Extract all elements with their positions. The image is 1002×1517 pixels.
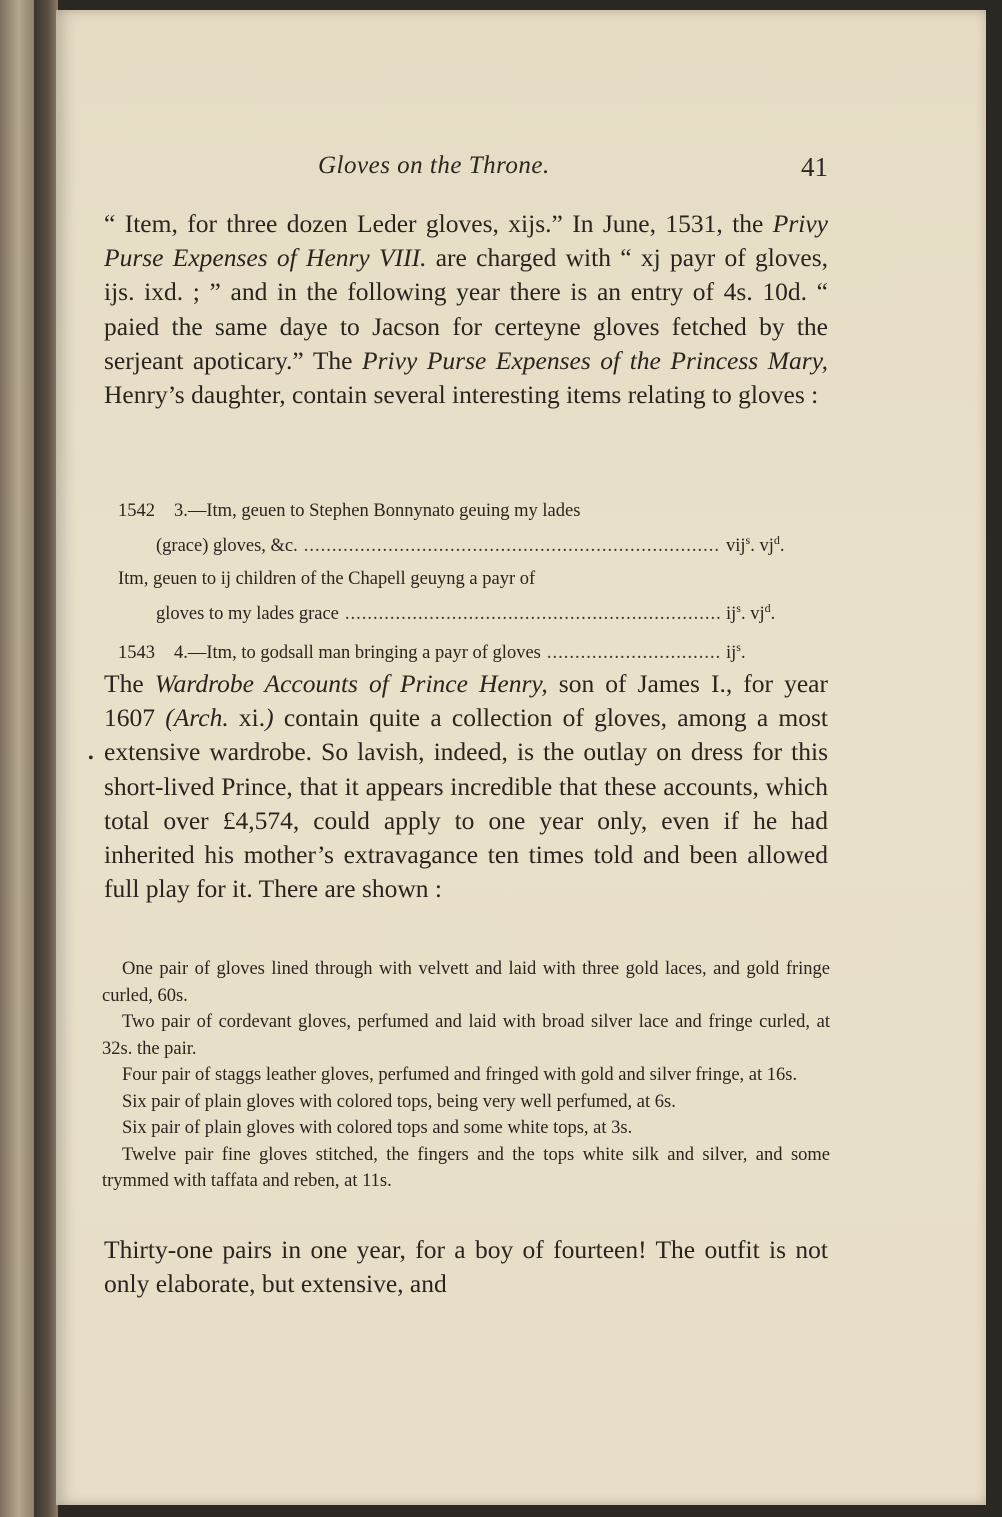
paragraph-1-title-mary: Privy Purse Expenses of the Princess Mary, (362, 345, 828, 375)
gloves-list-item: One pair of gloves lined through with velvett and laid with three gold laces, and gold fringe curled, 60s. (102, 959, 830, 1006)
ledger-text: 3.—Itm, geuen to Stephen Bonnynato geuing my lades (174, 501, 581, 521)
ledger-entry (118, 633, 818, 668)
amount-part: . (740, 643, 746, 663)
paragraph-2-citation-close: ) (265, 703, 274, 733)
paragraph-2 (104, 667, 828, 906)
amount-superscript: d (773, 533, 780, 547)
ledger-amount (726, 633, 818, 668)
paragraph-1-text-a: “ Item, for three dozen Leder gloves, xijs.” In June, 1531, the (104, 209, 773, 238)
paragraph-1 (104, 207, 828, 412)
gloves-list-item: Four pair of staggs leather gloves, perfumed and fringed with gold and silver fringe, at 16s. (122, 1065, 798, 1085)
amount-end: . (770, 604, 776, 624)
ledger-entry (118, 497, 818, 561)
previous-page-edge (0, 0, 34, 1517)
amount-superscript: s (745, 533, 751, 547)
ledger-text: Itm, geuen to ij children of the Chapell geuyng a payr of (118, 569, 536, 589)
page-number: 41 (801, 152, 828, 182)
amount-end: . (779, 536, 785, 556)
gloves-list-item: Six pair of plain gloves with colored tops, being very well perfumed, at 6s. (122, 1091, 676, 1112)
gloves-list (102, 956, 830, 1195)
amount-part: . vj (750, 536, 774, 556)
amount-superscript: s (736, 601, 741, 615)
paragraph-2-text-c: contain quite a collection of gloves, among a most extensive wardrobe. So lavish, indeed, is the outlay on dress for this short-lived Prince, that it appears incredible that these accounts, which total over £4,574, could apply to one year only, even if he had inherited his mother’s extravagance ten times told and been allowed full play for it. There are shown : (104, 703, 828, 904)
amount-part: . vj (740, 604, 765, 624)
paragraph-3: Thirty-one pairs in one year, for a boy of fourteen! The outfit is not only elaborate, but extensive, and (104, 1235, 828, 1299)
ledger-amount (726, 594, 818, 629)
book-gutter (34, 0, 58, 1517)
ledger-entry (118, 565, 818, 629)
paragraph-1-text-c: Henry’s daughter, contain several interesting items relating to gloves : (104, 380, 819, 410)
margin-mark: • (88, 750, 94, 767)
leader-dots (345, 600, 720, 629)
paragraph-1-title-henry: Privy Purse Expenses of Henry VIII. (104, 209, 828, 273)
gloves-list-item: Twelve pair fine gloves stitched, the fingers and the tops white silk and silver, and some trymmed with taffata and reben, at 11s. (102, 1144, 830, 1191)
ledger-year: 1542 (118, 501, 155, 521)
ledger-continuation: (grace) gloves, &c. (156, 536, 298, 556)
running-head: Gloves on the Throne. (318, 152, 550, 179)
amount-part: vij (726, 536, 746, 556)
amount-part: ij (726, 604, 737, 624)
leader-dots (304, 532, 720, 561)
ledger-amount (726, 526, 818, 561)
ledger-year: 1543 (118, 643, 155, 663)
amount-part: ij (726, 643, 737, 663)
paragraph-2-title-wardrobe: Wardrobe Accounts of Prince Henry, (154, 669, 548, 698)
page-header (318, 152, 828, 192)
leader-dots (547, 639, 720, 668)
amount-superscript: s (736, 640, 741, 654)
gloves-list-item: Two pair of cordevant gloves, perfumed and laid with broad silver lace and fringe curled, at 32s. the pair. (102, 1012, 830, 1059)
paragraph-1-text-b: are charged with “ xj payr of gloves, ijs. ixd. ; ” and in the following year there is an entry of 4s. 10d. “ paied the same daye to Jacson for certeyne gloves fetched by the serjeant apoticary.” The (104, 243, 828, 375)
amount-superscript: d (764, 601, 771, 615)
gloves-list-item: Six pair of plain gloves with colored tops and some white tops, at 3s. (122, 1118, 633, 1138)
paragraph-2-citation-volume: xi. (228, 703, 266, 733)
paragraph-2-citation: (Arch. (165, 703, 229, 733)
ledger-continuation: gloves to my lades grace (156, 604, 339, 624)
ledger-text: 4.—Itm, to godsall man bringing a payr of gloves (174, 643, 541, 663)
ledger-extract (118, 497, 818, 672)
paragraph-2-text-a: The (104, 669, 155, 698)
paragraph-2-text-b: son of James I., for year 1607 (104, 669, 828, 733)
